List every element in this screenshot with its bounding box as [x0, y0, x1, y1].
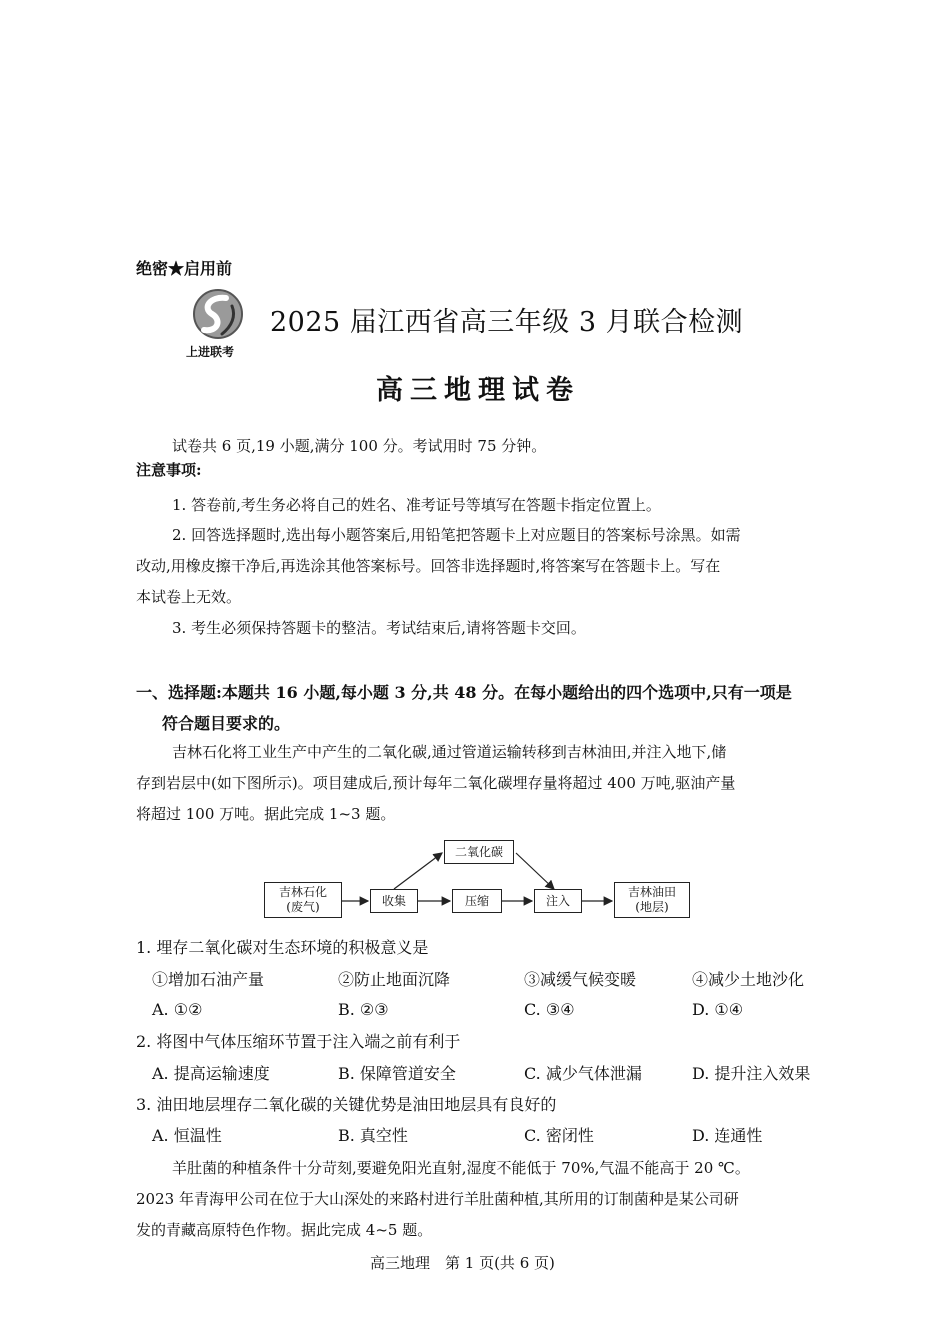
source-label: 吉林石化 — [278, 885, 327, 899]
passage-line: 发的青藏高原特色作物。据此完成 4~5 题。 — [136, 1221, 433, 1239]
page-footer: 高三地理 第 1 页(共 6 页) — [370, 1254, 555, 1272]
compress-label: 压缩 — [464, 893, 489, 908]
co2-label: 二氧化碳 — [454, 844, 503, 859]
passage-line: 存到岩层中(如下图所示)。项目建成后,预计每年二氧化碳埋存量将超过 400 万吨,驱油产量 — [136, 774, 736, 792]
compress-box — [452, 889, 502, 913]
exam-intro: 试卷共 6 页,19 小题,满分 100 分。考试用时 75 分钟。 — [172, 437, 547, 455]
passage-line: 将超过 100 万吨。据此完成 1~3 题。 — [136, 805, 396, 823]
co2-flow-diagram — [260, 835, 720, 925]
question-stem: 1. 埋存二氧化碳对生态环境的积极意义是 — [136, 938, 429, 957]
notes-heading: 注意事项: — [136, 461, 202, 479]
passage-line: 羊肚菌的种植条件十分苛刻,要避免阳光直射,湿度不能低于 70%,气温不能高于 20 ℃。 — [172, 1159, 750, 1177]
collect-label: 收集 — [381, 893, 406, 908]
passage-line: 吉林石化将工业生产中产生的二氧化碳,通过管道运输转移到吉林油田,并注入地下,储 — [172, 743, 727, 761]
co2-box — [444, 840, 514, 864]
section-heading: 一、选择题:本题共 16 小题,每小题 3 分,共 48 分。在每小题给出的四个选项中,只有一项是 — [136, 683, 792, 702]
answer-option: B. 真空性 — [338, 1126, 408, 1145]
note-item: 改动,用橡皮擦干净后,再选涂其他答案标号。回答非选择题时,将答案写在答题卡上。写在 — [136, 557, 721, 575]
answer-option: D. ①④ — [692, 1000, 744, 1019]
collect-box — [370, 889, 418, 913]
answer-option: D. 提升注入效果 — [692, 1064, 811, 1083]
statement: ④减少土地沙化 — [692, 970, 805, 989]
note-item: 1. 答卷前,考生务必将自己的姓名、准考证号等填写在答题卡指定位置上。 — [172, 496, 661, 514]
inject-label: 注入 — [545, 893, 570, 908]
target-label: 吉林油田 — [627, 885, 676, 899]
statement: ②防止地面沉降 — [338, 970, 451, 989]
answer-option: C. 减少气体泄漏 — [524, 1064, 642, 1083]
source-box — [264, 882, 342, 918]
answer-option: A. 提高运输速度 — [152, 1064, 270, 1083]
statement: ③减缓气候变暖 — [524, 970, 637, 989]
section-heading-cont: 符合题目要求的。 — [162, 714, 291, 733]
statement: ①增加石油产量 — [152, 970, 265, 989]
confidential-label: 绝密★启用前 — [136, 259, 233, 278]
answer-option: B. 保障管道安全 — [338, 1064, 456, 1083]
logo-text: 上进联考 — [186, 345, 235, 359]
answer-option: A. 恒温性 — [152, 1126, 222, 1145]
answer-option: B. ②③ — [338, 1000, 389, 1019]
target-sublabel: (地层) — [635, 900, 669, 914]
answer-option: D. 连通性 — [692, 1126, 763, 1145]
exam-title: 2025 届江西省高三年级 3 月联合检测 — [270, 307, 744, 338]
source-sublabel: (废气) — [286, 900, 320, 914]
inject-box — [534, 889, 582, 913]
question-stem: 2. 将图中气体压缩环节置于注入端之前有利于 — [136, 1032, 461, 1051]
note-item: 本试卷上无效。 — [136, 588, 242, 606]
note-item: 3. 考生必须保持答题卡的整洁。考试结束后,请将答题卡交回。 — [172, 619, 586, 637]
note-item: 2. 回答选择题时,选出每小题答案后,用铅笔把答题卡上对应题目的答案标号涂黑。如需 — [172, 526, 741, 544]
target-box — [614, 882, 690, 918]
question-stem: 3. 油田地层埋存二氧化碳的关键优势是油田地层具有良好的 — [136, 1095, 557, 1114]
answer-option: C. ③④ — [524, 1000, 575, 1019]
answer-option: A. ①② — [152, 1000, 203, 1019]
passage-line: 2023 年青海甲公司在位于大山深处的来路村进行羊肚菌种植,其所用的订制菌种是某公司研 — [136, 1190, 739, 1208]
paper-title: 高三地理试卷 — [376, 375, 580, 406]
answer-option: C. 密闭性 — [524, 1126, 594, 1145]
